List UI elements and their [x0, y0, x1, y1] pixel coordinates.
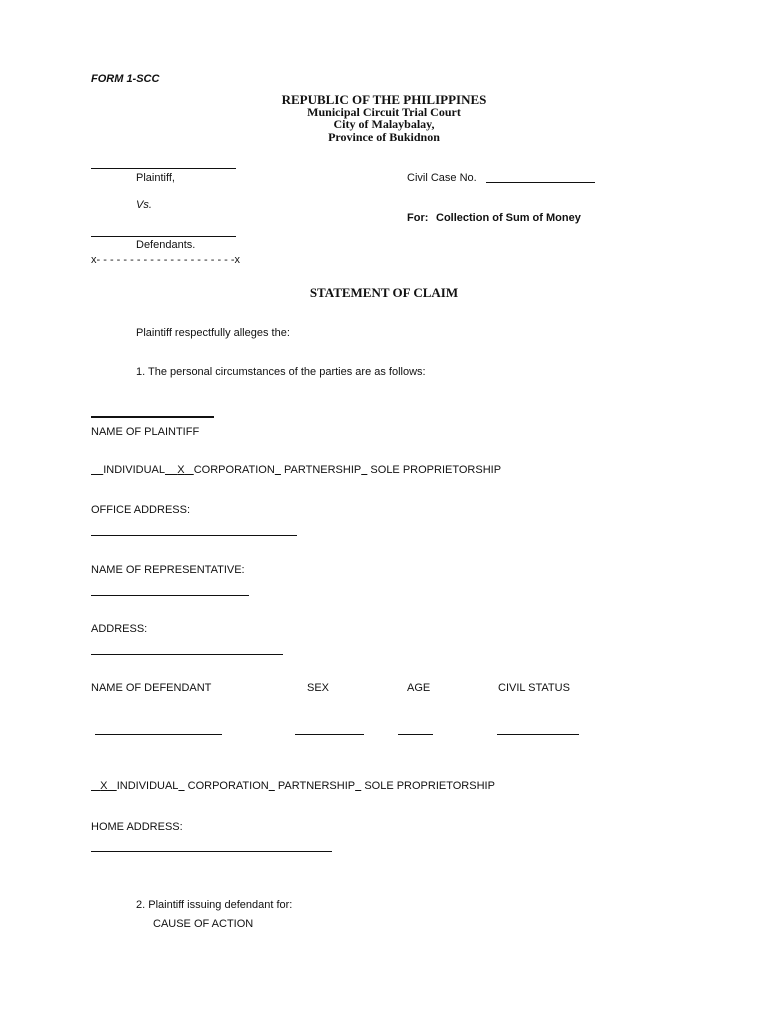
- home-address-label: HOME ADDRESS:: [91, 821, 183, 833]
- statement-title: STATEMENT OF CLAIM: [309, 285, 459, 300]
- plaintiff-full-name-blank[interactable]: [91, 416, 214, 418]
- representative-blank[interactable]: [91, 595, 249, 596]
- cause-of-action-label: CAUSE OF ACTION: [153, 918, 254, 930]
- plaintiff-type-sole: SOLE PROPRIETORSHIP: [370, 464, 502, 476]
- plaintiff-caption-label: Plaintiff,: [136, 172, 175, 184]
- defendant-civil-status-label: CIVIL STATUS: [498, 682, 570, 694]
- defendant-type-individual: INDIVIDUAL: [116, 780, 179, 792]
- defendant-type-partnership: PARTNERSHIP: [277, 780, 356, 792]
- defendant-age-label: AGE: [407, 682, 431, 694]
- plaintiff-name-blank[interactable]: [91, 168, 236, 169]
- for-value: Collection of Sum of Money: [436, 212, 581, 224]
- header-province: Province of Bukidnon: [328, 130, 440, 144]
- vs-label: Vs.: [136, 199, 152, 211]
- for-label: For:: [407, 212, 429, 224]
- form-code: FORM 1-SCC: [91, 73, 160, 85]
- header-court: Municipal Circuit Trial Court: [307, 105, 461, 119]
- plaintiff-type-corporation: CORPORATION: [193, 464, 275, 476]
- defendant-civil-status-blank[interactable]: [497, 734, 579, 735]
- civil-case-label: Civil Case No.: [407, 172, 477, 184]
- address-blank[interactable]: [91, 654, 283, 655]
- defendant-name-label: NAME OF DEFENDANT: [91, 682, 212, 694]
- civil-case-number-blank[interactable]: [486, 182, 595, 183]
- header-city: City of Malaybalay,: [333, 117, 435, 131]
- caption-separator: x- - - - - - - - - - - - - - - - - - - - -x: [91, 254, 241, 266]
- plaintiff-type-mark[interactable]: X: [177, 464, 185, 476]
- office-address-blank[interactable]: [91, 535, 297, 536]
- representative-label: NAME OF REPRESENTATIVE:: [91, 564, 245, 576]
- defendant-name-blank[interactable]: [91, 236, 236, 237]
- plaintiff-type-individual: INDIVIDUAL: [103, 464, 165, 476]
- defendant-name-blank-field[interactable]: [95, 734, 222, 735]
- defendants-caption-label: Defendants.: [136, 239, 196, 251]
- defendant-sex-blank[interactable]: [295, 734, 364, 735]
- office-address-label: OFFICE ADDRESS:: [91, 504, 191, 516]
- item-2-text: 2. Plaintiff issuing defendant for:: [136, 899, 293, 911]
- defendant-type-sole: SOLE PROPRIETORSHIP: [364, 780, 495, 792]
- defendant-age-blank[interactable]: [398, 734, 433, 735]
- home-address-blank[interactable]: [91, 851, 332, 852]
- defendant-entity-type-row: [91, 780, 495, 792]
- plaintiff-name-label: NAME OF PLAINTIFF: [91, 426, 200, 438]
- plaintiff-entity-type-row: [91, 464, 501, 476]
- defendant-type-mark[interactable]: X: [100, 780, 108, 792]
- intro-text: Plaintiff respectfully alleges the:: [136, 327, 290, 339]
- plaintiff-type-partnership: PARTNERSHIP: [284, 464, 362, 476]
- defendant-sex-label: SEX: [307, 682, 330, 694]
- defendant-type-corporation: CORPORATION: [187, 780, 269, 792]
- item-1-text: 1. The personal circumstances of the parties are as follows:: [136, 366, 426, 378]
- address-label: ADDRESS:: [91, 623, 148, 635]
- header-republic: REPUBLIC OF THE PHILIPPINES: [281, 92, 487, 107]
